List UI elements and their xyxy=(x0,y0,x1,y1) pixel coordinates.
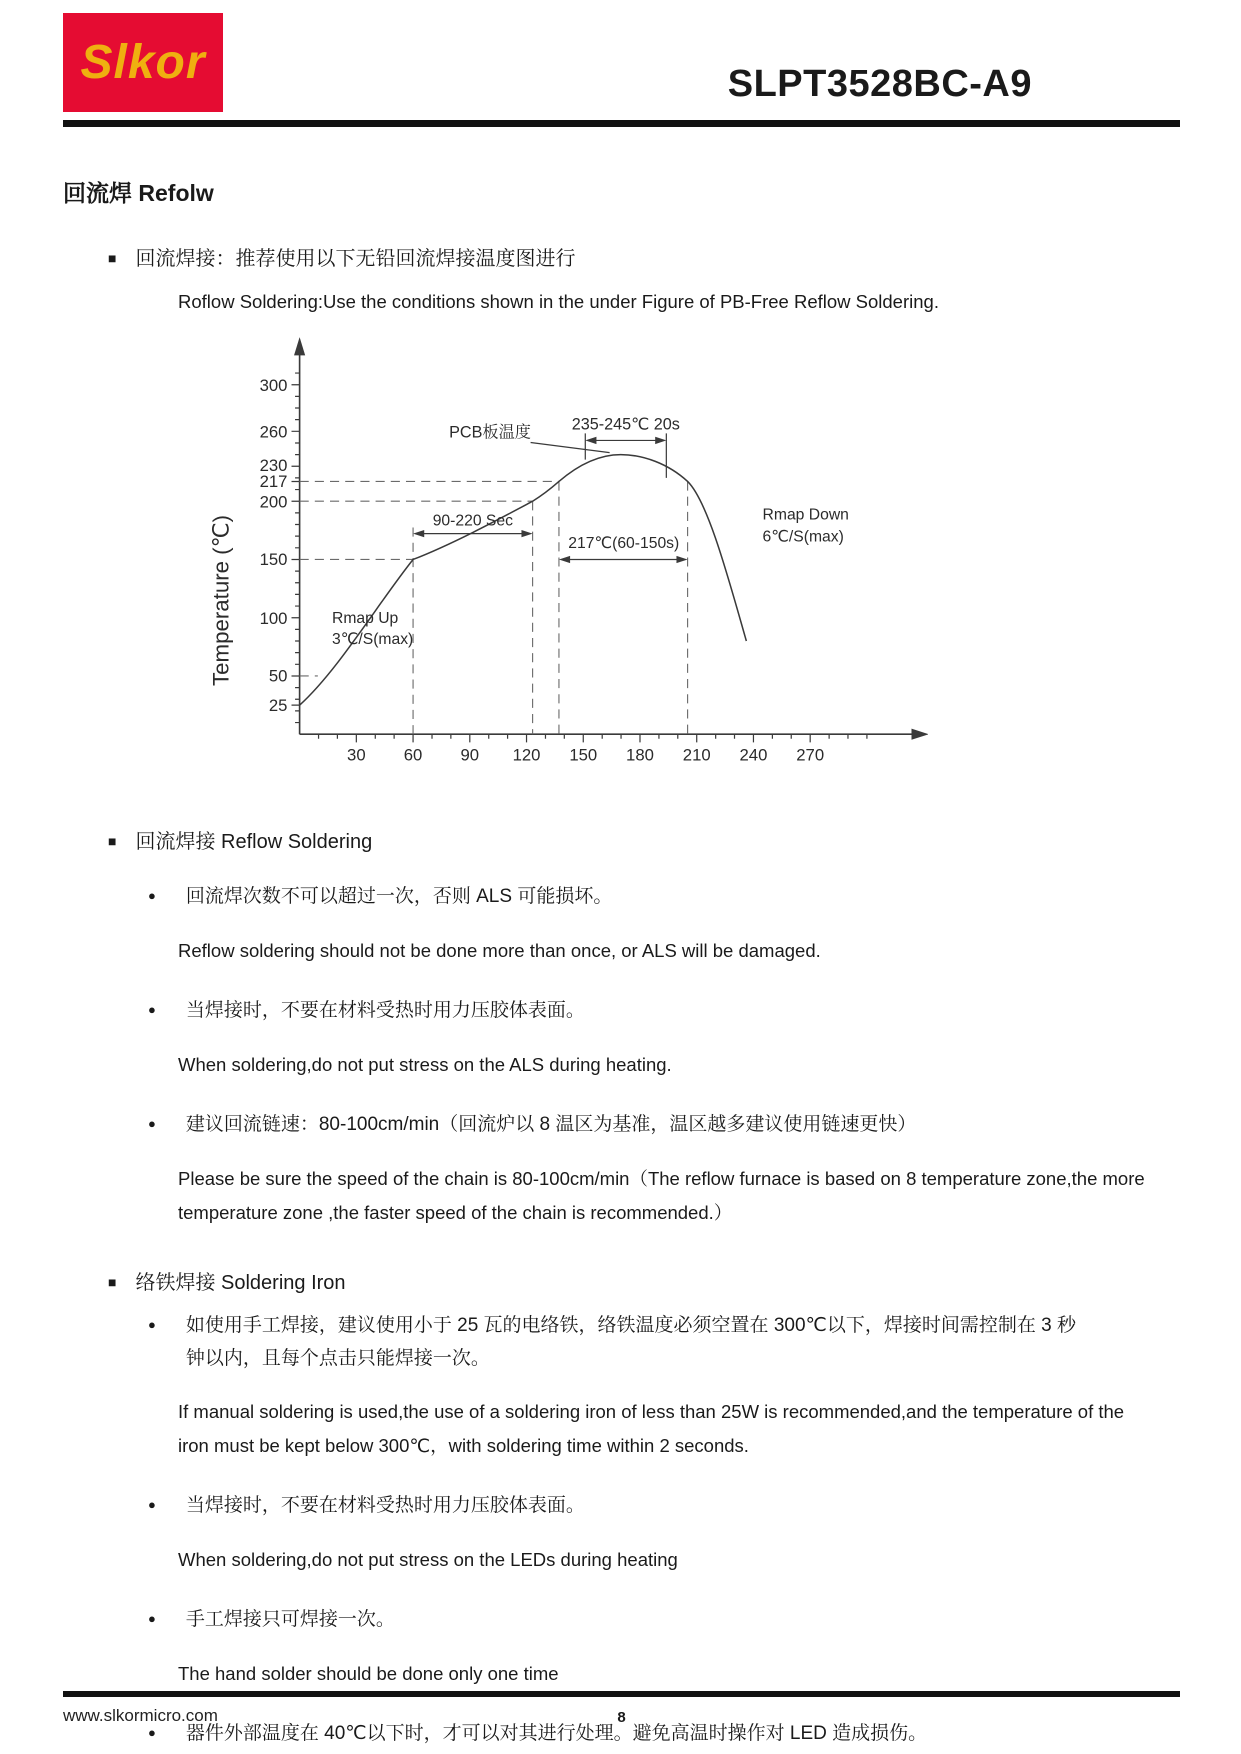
list-item xyxy=(63,994,1093,1028)
item-en-text: Please be sure the speed of the chain is 80-100cm/min（The reflow furnace is based on 8 temperature zone,the more temperature zone ,the faster speed of the chain is recommended.） xyxy=(178,1168,1145,1223)
x-tick-label: 60 xyxy=(403,745,423,765)
chart-plot-area xyxy=(260,337,928,764)
company-logo xyxy=(63,13,223,112)
item-en-text: If manual soldering is used,the use of a soldering iron of less than 25W is recommended,and the temperature of the iron must be kept below 300℃，with soldering time within 2 seconds. xyxy=(178,1401,1125,1456)
item-zh-text: 器件外部温度在 40℃以下时，才可以对其进行处理。避免高温时操作对 LED 造成损伤。 xyxy=(185,1723,928,1744)
y-tick-label: 260 xyxy=(259,422,288,442)
x-axis-arrow-icon xyxy=(911,729,928,740)
section-title: 回流焊接 Reflow Soldering xyxy=(135,831,373,853)
square-bullet-icon: ■ xyxy=(108,1274,117,1290)
y-tick-label: 50 xyxy=(268,666,288,686)
intro-zh-text: 回流焊接：推荐使用以下无铅回流焊接温度图进行 xyxy=(135,248,576,270)
soak-arrow-right-icon xyxy=(521,530,532,537)
peak-arrow-right-icon xyxy=(655,437,666,444)
tal-arrow-left-icon xyxy=(559,556,570,563)
pcb-temp-label: PCB板温度 xyxy=(449,423,531,442)
ramp-down-label-line1: Rmap Down xyxy=(762,506,849,524)
list-item xyxy=(63,1603,1093,1637)
square-bullet-icon: ■ xyxy=(108,250,117,266)
circle-bullet-icon: ● xyxy=(148,888,156,903)
profile-curve xyxy=(300,455,747,706)
x-tick-label: 150 xyxy=(569,745,598,765)
pcb-leader-line xyxy=(531,442,610,452)
x-tick-label: 90 xyxy=(460,745,480,765)
circle-bullet-icon: ● xyxy=(148,1317,156,1332)
ramp-up-label-line2: 3℃/S(max) xyxy=(332,631,414,649)
item-zh-text: 手工焊接只可焊接一次。 xyxy=(185,1609,395,1630)
y-tick-label: 100 xyxy=(259,608,288,628)
y-axis-arrow-icon xyxy=(294,337,305,355)
page-header xyxy=(63,13,1180,127)
x-tick-label: 210 xyxy=(682,745,711,765)
reflow-profile-svg xyxy=(198,329,928,795)
x-tick-label: 270 xyxy=(796,745,825,765)
circle-bullet-icon: ● xyxy=(148,1497,156,1512)
page-footer xyxy=(63,1691,1180,1726)
logo-text: Slkor xyxy=(80,36,206,89)
intro-en-text: Roflow Soldering:Use the conditions shown in the under Figure of PB-Free Reflow Soldering. xyxy=(178,291,939,312)
soak-duration-label: 90-220 Sec xyxy=(432,512,513,530)
list-item xyxy=(63,880,1093,914)
x-tick-label: 120 xyxy=(512,745,541,765)
item-en-text: When soldering,do not put stress on the ALS during heating. xyxy=(178,1054,672,1075)
peak-label: 235-245℃ 20s xyxy=(571,415,680,434)
circle-bullet-icon: ● xyxy=(148,1116,156,1131)
y-tick-label: 150 xyxy=(259,550,288,570)
item-en-text: When soldering,do not put stress on the LEDs during heating xyxy=(178,1549,678,1570)
part-number-title: SLPT3528BC-A9 xyxy=(727,63,1032,105)
reflow-profile-chart xyxy=(198,329,1180,795)
x-tick-label: 30 xyxy=(347,745,366,765)
item-zh-text: 当焊接时，不要在材料受热时用力压胶体表面。 xyxy=(185,1495,585,1516)
section-reflow-soldering xyxy=(63,825,1180,1230)
circle-bullet-icon: ● xyxy=(148,1725,156,1740)
section-title-row xyxy=(63,825,1180,854)
page-number: 8 xyxy=(617,1709,626,1726)
document-heading: 回流焊 Refolw xyxy=(63,180,214,206)
item-zh-text: 当焊接时，不要在材料受热时用力压胶体表面。 xyxy=(185,1000,585,1021)
y-axis-title: Temperature (℃) xyxy=(208,514,234,687)
y-tick-label: 230 xyxy=(259,455,288,475)
item-zh-text: 如使用手工焊接，建议使用小于 25 瓦的电络铁，络铁温度必须空置在 300℃以下，焊接时间需控制在 3 秒钟以内，且每个点击只能焊接一次。 xyxy=(185,1315,1076,1369)
list-item xyxy=(63,1309,1093,1375)
circle-bullet-icon: ● xyxy=(148,1611,156,1626)
item-en-text: The hand solder should be done only one time xyxy=(178,1663,559,1684)
list-item xyxy=(63,1489,1093,1523)
circle-bullet-icon: ● xyxy=(148,1002,156,1017)
website-text: www.slkormicro.com xyxy=(63,1706,218,1725)
y-tick-label: 200 xyxy=(259,492,288,512)
section-soldering-iron xyxy=(63,1266,1180,1751)
tal-label: 217℃(60-150s) xyxy=(568,534,680,552)
soak-arrow-left-icon xyxy=(413,530,424,537)
item-en-text: Reflow soldering should not be done more than once, or ALS will be damaged. xyxy=(178,940,821,961)
y-tick-label: 217 xyxy=(259,472,288,492)
section-title: 络铁焊接 Soldering Iron xyxy=(135,1272,346,1294)
square-bullet-icon: ■ xyxy=(108,833,117,849)
intro-bullet-row xyxy=(63,242,1180,271)
ramp-down-label-line2: 6℃/S(max) xyxy=(762,528,844,546)
y-major-ticks xyxy=(292,385,300,705)
list-item xyxy=(63,1108,1093,1142)
x-tick-label: 180 xyxy=(626,745,654,765)
y-tick-label: 25 xyxy=(268,695,288,715)
tal-arrow-right-icon xyxy=(676,556,687,563)
peak-arrow-left-icon xyxy=(585,437,596,444)
item-zh-text: 回流焊次数不可以超过一次，否则 ALS 可能损坏。 xyxy=(185,886,613,907)
section-title-row xyxy=(63,1266,1180,1295)
y-tick-label: 300 xyxy=(259,375,288,395)
x-major-ticks xyxy=(356,734,810,742)
ramp-up-label-line1: Rmap Up xyxy=(332,609,399,627)
item-zh-text: 建议回流链速：80-100cm/min（回流炉以 8 温区为基准，温区越多建议使用链速更快） xyxy=(185,1114,917,1135)
x-tick-label: 240 xyxy=(739,745,768,765)
